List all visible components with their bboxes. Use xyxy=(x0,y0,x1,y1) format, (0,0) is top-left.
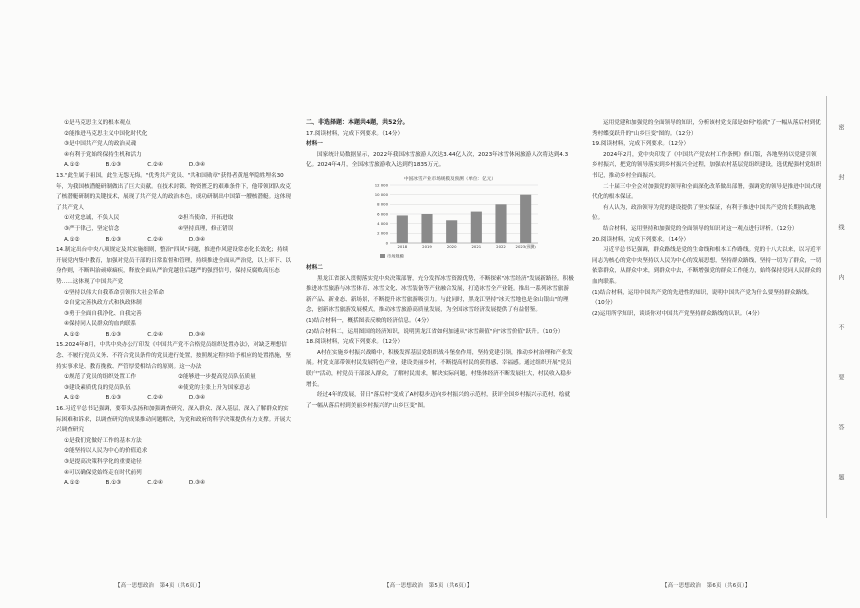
question-17-part-1: (1)结合材料一，概括图表反映的经济信息。（4分） xyxy=(306,317,433,324)
x-tick-label: 2021 xyxy=(471,243,482,249)
q15-options xyxy=(56,393,292,404)
y-tick-label: 4 000 xyxy=(377,221,388,227)
question-20-part-2: (2)运用所学知识，谈谈你对中国共产党坚持群众路线的认识。（4分） xyxy=(592,310,763,317)
chart-svg xyxy=(350,173,550,261)
y-tick-label: 12 000 xyxy=(374,182,388,188)
seal-char: 内 xyxy=(837,274,844,280)
material-1-text: 国家统计局数据显示，2022年我国冰雪旅游人次达3.44亿人次，2023年冰雪休闲旅游人次将达到4.3亿。2024年4月，全国冰雪旅游收入达到约1835万元。 xyxy=(306,151,569,169)
bar xyxy=(495,204,506,243)
y-tick-label: 10 000 xyxy=(374,192,388,198)
statement: ②担当使命，开拓进取 xyxy=(178,215,234,222)
x-tick-label: 2020 xyxy=(446,243,457,249)
q12-options xyxy=(56,160,292,171)
bar xyxy=(421,214,432,243)
legend-label: 市场规模 xyxy=(387,253,404,259)
statement: ③是提高决策科学化的重要途径 xyxy=(64,459,142,465)
question-18-title: 18.阅读材料，完成下列要求。（12分） xyxy=(306,339,404,346)
option-b[interactable]: B.①③ xyxy=(105,331,122,338)
statement: ①规范了党员的组织处置工作 xyxy=(64,374,137,381)
seal-char: 线 xyxy=(837,224,844,230)
q16-options xyxy=(56,478,292,489)
seal-char: 要 xyxy=(837,374,844,380)
q13-options xyxy=(56,235,292,246)
middle-page xyxy=(306,118,574,578)
option-a[interactable]: A.①② xyxy=(64,162,80,169)
statement-1: ①是马克思主义的根本观点 xyxy=(64,120,131,126)
option-a[interactable]: A.①② xyxy=(64,480,80,487)
q15-statements xyxy=(56,372,292,393)
section-title: 二、非选择题：本题共4题，共52分。 xyxy=(306,119,409,126)
page-footer-right: 【高一思想政治 第6页（共6页）】 xyxy=(662,583,751,589)
statement: ①对党忠诚，不负人民 xyxy=(64,215,120,222)
option-c[interactable]: C.②④ xyxy=(147,236,163,243)
question-19-title: 19.阅读材料，完成下列要求。（12分） xyxy=(592,141,690,148)
bar xyxy=(397,215,408,243)
statement: ③严于律己，坚定信念 xyxy=(64,225,120,232)
option-d[interactable]: D.③④ xyxy=(188,162,206,169)
statement: ④可以确保党始终走在时代前列 xyxy=(64,469,142,476)
question-18-text-2: 经过4年的发展，昔日"落后村"变成了A村稳步迈向乡村振兴的示范村，获评全国乡村振兴示范村，绘就了一幅从落后村到美丽乡村振兴的"山乡巨变"图。 xyxy=(306,392,571,409)
seal-char: 题 xyxy=(837,474,844,480)
statement-2: ②能推进马克思主义中国化时代化 xyxy=(64,130,148,137)
question-18-requirement: 运用党建和加强党的全面领导的知识，分析该村党支部是如何"绘就"了一幅从落后村到优秀村蝶变跃升的"山乡巨变"图的。（12分） xyxy=(592,120,821,137)
statement: ①是我们党做好工作的基本方法 xyxy=(64,437,142,444)
statement: ④使党的主张上升为国家意志 xyxy=(178,384,251,391)
statement: ③勇于全面自我净化、自我完善 xyxy=(64,310,142,317)
question-20-title: 20.阅读材料，完成下列要求。（14分） xyxy=(592,236,690,243)
statement: ②自觉完善执政方式和执政体制 xyxy=(64,300,142,307)
statement: ②能坚持以人民为中心的价值追求 xyxy=(64,448,148,455)
right-page xyxy=(592,118,822,578)
x-tick-label: 2018 xyxy=(397,243,408,249)
statement: ④坚持真理，修正错误 xyxy=(178,225,234,232)
q14-options xyxy=(56,330,292,341)
option-c[interactable]: C.②④ xyxy=(147,395,163,402)
material-2-text: 黑龙江省深入贯彻落实党中央决策部署，充分发挥冰雪资源优势，不断探索"冰雪经济"发展新路径。积极推进冰雪旅游与冰雪体育、冰雪文化、冰雪装备等产业融合发展，打造冰雪全产业链。推出一系列冰雪旅游新产品、新业态、新场景，不断提升冰雪旅游吸引力。与此同时，黑龙江坚持"冰天雪地也是金山银山"的理念，创新冰雪旅游发展模式，推动冰雪旅游高质量发展，为全国冰雪经济发展提供了有益借鉴。 xyxy=(306,275,574,314)
option-d[interactable]: D.③④ xyxy=(188,395,206,402)
y-tick-label: 8 000 xyxy=(377,201,388,207)
seal-char: 不 xyxy=(837,324,844,330)
bar-chart xyxy=(350,173,550,261)
option-b[interactable]: B.①③ xyxy=(105,395,122,402)
question-19-text-3: 有人认为，政治领导为党的建设提供了坚实保证，有利于推进中国共产党的长期执政地位。 xyxy=(592,204,816,222)
question-14: 14.制定出台中央八项规定及其实施细则，整治"四风"问题，推进作风建设常态化长效化；持续开展党内集中教育，加强对党员干部的日常监督和管理，持续推进全面从严治党，以上率下、以身作则，不断纠治顽瘴痼疾，释放全面从严治党越往后越严的强烈信号，保持反腐败高压态势……这体现了中国共产党 xyxy=(56,247,291,285)
page-footer-left: 【高一思想政治 第4页（共6页）】 xyxy=(115,583,204,589)
option-b[interactable]: B.①③ xyxy=(105,480,122,487)
seal-line-strip xyxy=(826,96,848,518)
option-c[interactable]: C.②④ xyxy=(147,331,163,338)
material-1-label: 材料一 xyxy=(306,141,323,148)
statement: ①坚持以伟大自我革命引领伟大社会革命 xyxy=(64,289,165,296)
option-d[interactable]: D.③④ xyxy=(188,236,206,243)
legend-swatch xyxy=(380,254,385,258)
option-b[interactable]: B.①③ xyxy=(105,236,122,243)
bar xyxy=(446,220,457,243)
question-20-part-1: (1)结合材料，运用中国共产党的先进性的知识，说明中国共产党为什么要坚持群众路线。（10分） xyxy=(592,289,813,307)
option-c[interactable]: C.②④ xyxy=(147,162,163,169)
statement: ④保持同人民群众的血肉联系 xyxy=(64,321,137,328)
left-page xyxy=(56,118,292,578)
question-17-part-2: (2)结合材料二，运用图国的经济知识，说明黑龙江省如何加速从"冰雪颜值"向"冰雪价值"跃升。（10分） xyxy=(306,328,564,335)
seal-char: 答 xyxy=(837,424,844,430)
question-19-requirement: 结合材料，运用坚持和加强党的全面领导的知识对这一观点进行评析。（12分） xyxy=(603,225,798,232)
statement-4: ④有利于党始终保持生机和活力 xyxy=(64,151,142,158)
x-tick-label: 2022 xyxy=(496,243,506,249)
page-footer-middle: 【高一思想政治 第5页（共6页）】 xyxy=(384,583,473,589)
question-16: 16.习近平总书记强调，要带头弘扬和加强调查研究，深入群众、深入基层，深入了解群众的实际困难和诉求，以调查研究的成果推动问题解决，为党和政府的科学决策提供有力支撑。开展大兴调查研究 xyxy=(56,406,291,434)
option-d[interactable]: D.③④ xyxy=(188,331,206,338)
question-13: 13."此生属于祖国，此生无怨无悔。"优秀共产党员、"共和国勋章"获得者黄旭华隐姓埋名30年，为我国核潜艇研制做出了巨大贡献。在技术封锁、物资匮乏的艰难条件下，他带领团队攻克了核潜艇研制的关键技术，展现了共产党人的政治本色，成功研制出中国第一艘核潜艇。这体现了共产党人 xyxy=(56,172,291,211)
y-tick-label: 6 000 xyxy=(377,211,388,217)
seal-char: 密 xyxy=(837,124,844,130)
material-2-label: 材料二 xyxy=(306,264,323,271)
question-18-text: A村在实施乡村振兴战略中，积极发挥基层党组织战斗堡垒作用，坚持党建引领，推动乡村治理和产业发展。村党支部带领村民发展特色产业，建设美丽乡村，不断提高村民的获得感、幸福感。通过组织开展"党员联户"活动，村党员干部深入群众，了解村民需求，解决实际问题，村集体经济不断发展壮大，村民收入稳步增长。 xyxy=(306,349,573,388)
x-tick-label: 2019 xyxy=(422,243,432,249)
option-a[interactable]: A.①② xyxy=(64,236,80,243)
y-tick-label: 0 xyxy=(385,240,388,246)
chart-title: 中国冰雪产业市场规模及预测（单位：亿元） xyxy=(404,176,496,182)
statement: ②能够进一步提高党员队伍质量 xyxy=(178,374,256,381)
bar xyxy=(520,195,531,243)
question-15: 15.2024年8月，中共中央办公厅印发《中国共产党不合格党员组织处置办法》，对缺乏理想信念、不履行党员义务、不符合党员条件的党员进行处置，按照规定程序给予相应的处置措施，坚持实事求是、教育挽救、严管厚爱相结合的原则。这一办法 xyxy=(56,342,291,370)
question-19-text-2: 二十届三中全会对加强党的领导和全面深化改革做出部署，强调党的领导是推进中国式现代化的根本保证。 xyxy=(592,183,822,201)
question-20-text: 习近平总书记强调，群众路线是党的生命线和根本工作路线。党的十八大以来，以习近平同志为核心的党中央坚持以人民为中心的发展思想，坚持群众路线，坚持一切为了群众，一切依靠群众，从群众中来，到群众中去，不断增强党的群众工作能力，始终保持党同人民群众的血肉联系。 xyxy=(592,247,822,285)
option-a[interactable]: A.①② xyxy=(64,395,80,402)
bar xyxy=(471,212,482,243)
statement-3: ③是中国共产党人的政治灵魂 xyxy=(64,141,137,148)
option-a[interactable]: A.①② xyxy=(64,331,80,338)
option-b[interactable]: B.①③ xyxy=(105,162,122,169)
q13-statements xyxy=(56,213,292,234)
seal-char: 封 xyxy=(837,174,844,180)
option-d[interactable]: D.③④ xyxy=(188,480,206,487)
question-19-text: 2024年2月，党中央印发了《中国共产党农村工作条例》修订版，各地坚持以党建引领乡村振兴，把党的领导落实到乡村振兴全过程，加强农村基层党组织建设，选优配强村党组织书记，推动乡村全面振兴。 xyxy=(592,151,822,179)
x-tick-label: 2023(预测) xyxy=(515,243,536,249)
y-tick-label: 2 000 xyxy=(377,230,388,236)
question-17-title: 17.阅读材料，完成下列要求。（14分） xyxy=(306,130,404,137)
statement: ③建设素质优良的党员队伍 xyxy=(64,384,131,391)
option-c[interactable]: C.②④ xyxy=(147,480,163,487)
